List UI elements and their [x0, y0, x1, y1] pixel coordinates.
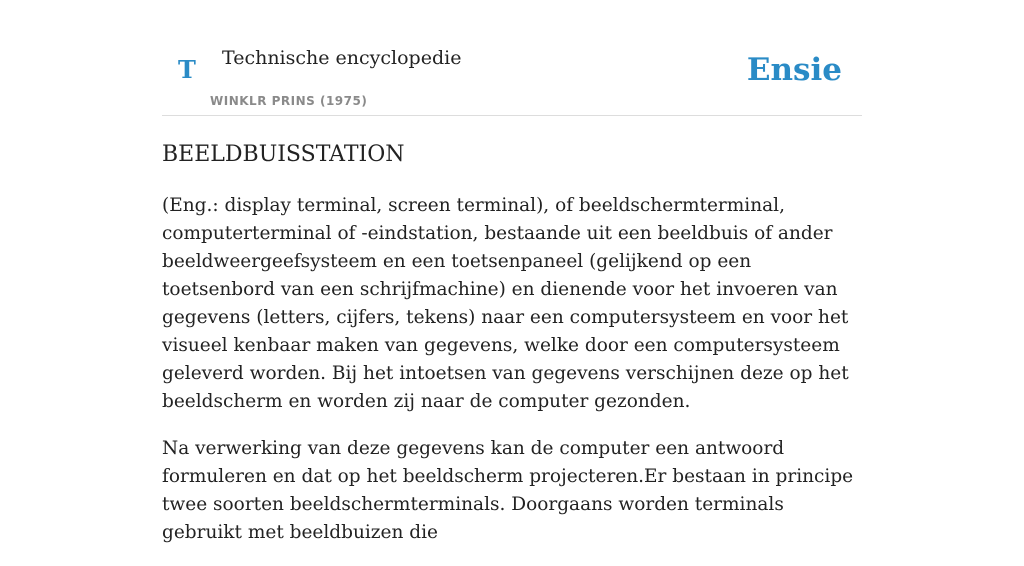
entry-paragraph: (Eng.: display terminal, screen terminal), of beeldschermterminal, computerterminal of -eindstation, bestaande uit een beeldbuis of ander beeldweergeefsysteem en een toetsenpaneel (gelijkend op een toetsenbord van een schrijfmachine) en dienende voor het invoeren van gegevens (letters, cijfers, tekens) naar een computersysteem en voor het visueel kenbaar maken van gegevens, welke door een computersysteem geleverd worden. Bij het intoetsen van gegevens verschijnen deze op het beeldscherm en worden zij naar de computer gezonden.: [162, 195, 849, 412]
source-logo-icon[interactable]: T: [178, 55, 196, 84]
entry-body: [162, 192, 862, 566]
entry-paragraph: Na verwerking van deze gegevens kan de computer een antwoord formuleren en dat op het beeldscherm projecteren.Er bestaan in principe twee soorten beeldschermterminals. Doorgaans worden terminals gebruikt met beeldbuizen die: [162, 438, 854, 543]
source-header: [162, 40, 862, 116]
entry-title: BEELDBUISSTATION: [162, 142, 405, 167]
source-title-link[interactable]: Technische encyclopedie: [222, 47, 462, 69]
brand-logo[interactable]: Ensie: [746, 52, 842, 88]
source-subtitle: WINKLR PRINS (1975): [210, 94, 368, 108]
